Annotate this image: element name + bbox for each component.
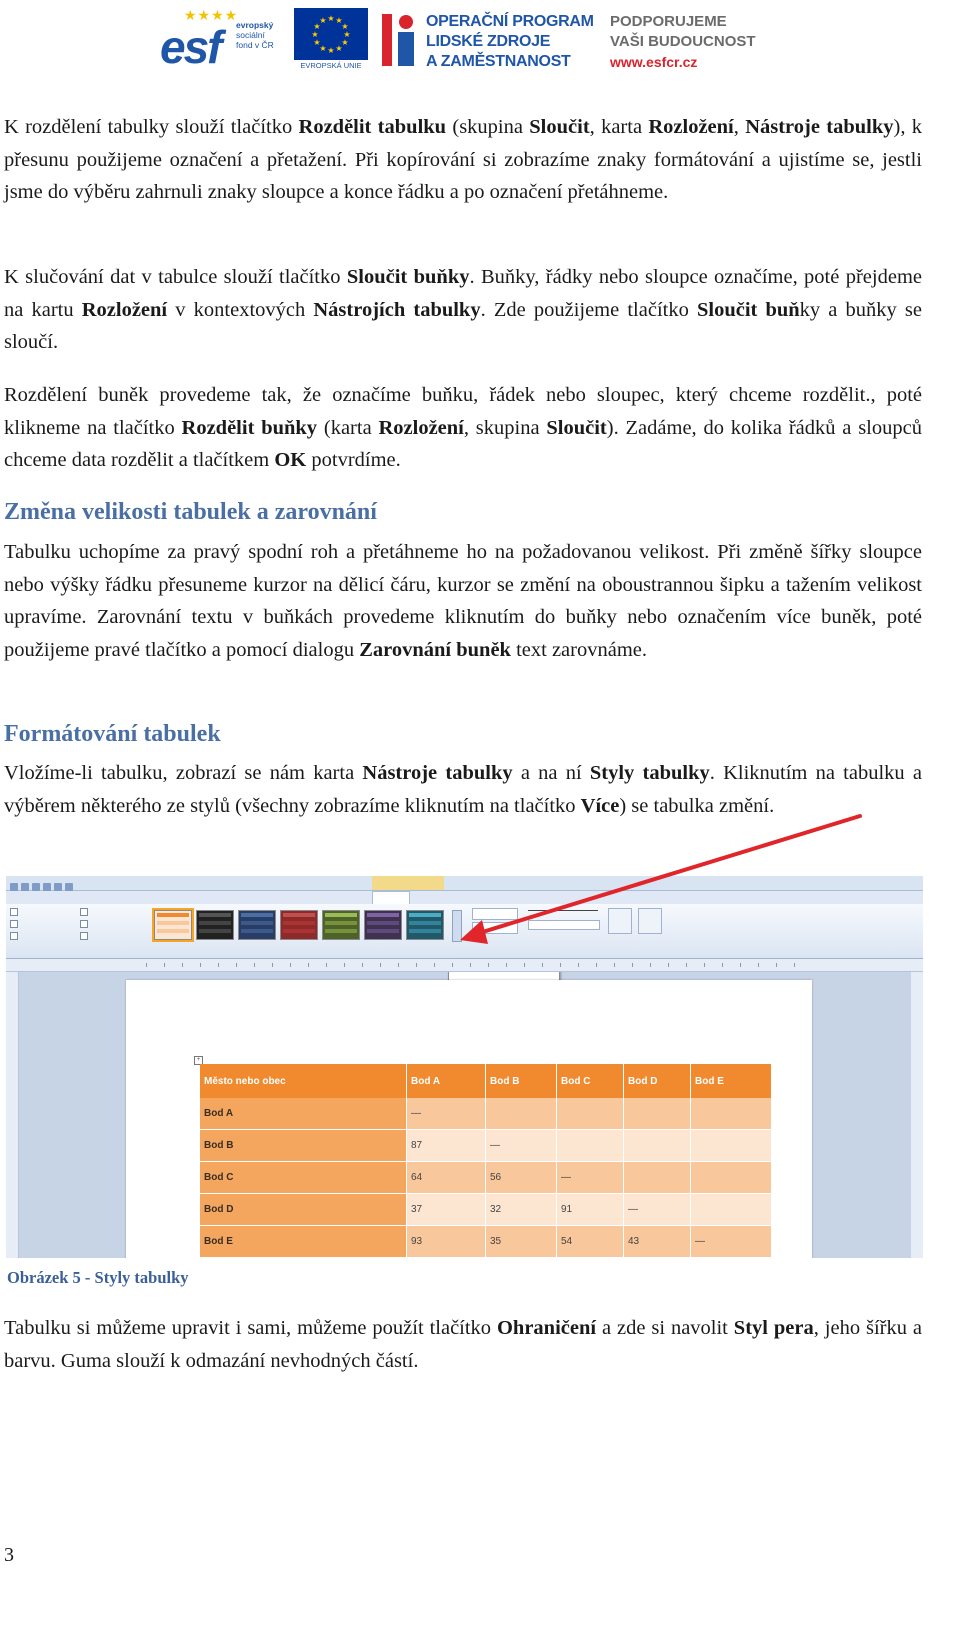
ruler-tick (218, 963, 219, 967)
bold-term: Sloučit buň (696, 298, 800, 321)
svg-text:★: ★ (335, 44, 343, 53)
table-move-handle-icon[interactable]: + (194, 1056, 203, 1065)
ruler-tick (704, 963, 705, 967)
table-cell: 32 (486, 1194, 557, 1226)
bold-term: Sloučit (546, 416, 607, 439)
ruler-tick (632, 963, 633, 967)
checkbox-icon (10, 920, 20, 930)
ruler-tick (578, 963, 579, 967)
eu-logo (294, 8, 368, 70)
op-logo (378, 8, 598, 72)
table-style-swatch (364, 910, 402, 940)
bold-term: Zarovnání buněk (359, 638, 511, 661)
ruler-tick (668, 963, 669, 967)
ruler-tick (398, 963, 399, 967)
text: a na ní (512, 762, 590, 784)
ruler-tick (200, 963, 201, 967)
checkbox-icon (10, 932, 20, 942)
text: . Zde použijeme tlačítko (480, 298, 697, 321)
ruler-tick (560, 963, 561, 967)
text: text zarovnáme. (510, 638, 647, 661)
eu-caption: EVROPSKÁ UNIE (300, 61, 362, 70)
ruler-tick (542, 963, 543, 967)
bold-term: OK (274, 449, 307, 471)
table-row (200, 1130, 772, 1162)
bold-term: Styly tabulky (589, 762, 710, 784)
ruler-tick (236, 963, 237, 967)
ruler-tick (452, 963, 453, 967)
svg-text:★: ★ (327, 46, 335, 55)
text: K slučování dat v tabulce slouží tlačítko (4, 266, 347, 288)
bold-term: Ohraničení (496, 1317, 597, 1339)
ruler-tick (146, 963, 147, 967)
table-row (200, 1098, 772, 1130)
text: Tabulku uchopíme za pravý spodní roh a přetáhneme ho na požadovanou velikost. Při změně šířky sloupce nebo výšky řádku přesuneme kurzor na dělicí čáru, kurzor se změní na oboustrannou šipku a tažením velikost upravíme. Zarovnání textu v buňkách provedeme kliknutím do buňky nebo označením více buněk, poté použijeme pravé tlačítko a pomocí dialogu (4, 541, 922, 661)
esf-line-1: evropský (236, 20, 274, 30)
heading-resize-align: Změna velikosti tabulek a zarovnání (4, 499, 377, 525)
ruler-tick (794, 963, 795, 967)
checkbox-icon (80, 920, 90, 930)
text: . Buňky, řádky nebo sloupce označíme, poté přejdeme na kartu (4, 266, 922, 321)
bold-term: Rozdělit buňky (181, 416, 318, 439)
table-style-swatch (406, 910, 444, 940)
bold-term: Nástrojích tabulky (313, 298, 481, 321)
esf-line-2: sociální (236, 30, 265, 40)
ruler-tick (686, 963, 687, 967)
ruler-tick (776, 963, 777, 967)
ruler-tick (740, 963, 741, 967)
support-url: www.esfcr.cz (610, 54, 698, 70)
text: Vložíme-li tabulku, zobrazí se nám karta (4, 762, 363, 784)
text: potvrdíme. (306, 449, 401, 471)
table-cell (557, 1098, 624, 1130)
text: , (733, 116, 746, 138)
vertical-ruler (6, 972, 19, 1258)
esf-logo (160, 6, 290, 72)
table-cell (624, 1130, 691, 1162)
svg-text:★: ★ (341, 38, 349, 47)
text: ) se tabulka změní. (619, 794, 775, 817)
text: ). Zadáme, do kolika řádků a sloupců chceme data rozdělit a tlačítkem (4, 416, 922, 471)
table-cell: Bod A (200, 1098, 407, 1130)
paragraph-split-cells (4, 379, 922, 477)
ruler-tick (614, 963, 615, 967)
ruler-tick (362, 963, 363, 967)
bold-term: Rozložení (648, 116, 734, 138)
quick-access-toolbar (10, 878, 90, 888)
ruler-tick (596, 963, 597, 967)
table-style-swatch (280, 910, 318, 940)
table-header-row (200, 1064, 772, 1098)
word-screenshot-figure (6, 876, 923, 1258)
table-cell: — (557, 1162, 624, 1194)
ruler-tick (254, 963, 255, 967)
paragraph-borders (4, 1312, 922, 1377)
table-cell (624, 1098, 691, 1130)
text: (karta (317, 416, 379, 439)
document-page (126, 980, 812, 1258)
ruler-tick (290, 963, 291, 967)
op-figure-icon (378, 8, 420, 72)
ribbon-tab-active (372, 891, 410, 905)
bold-term: Nástroje tabulky (745, 116, 894, 138)
table-header-cell: Bod E (691, 1064, 772, 1098)
support-logo (610, 12, 756, 72)
styled-table (200, 1064, 772, 1258)
op-line-1: OPERAČNÍ PROGRAM (426, 13, 594, 30)
esf-line-3: fond v ČR (236, 40, 274, 50)
op-logo-text (426, 12, 594, 72)
bold-term: Sloučit (529, 116, 590, 138)
table-row (200, 1162, 772, 1194)
table-cell (691, 1098, 772, 1130)
svg-text:★: ★ (313, 38, 321, 47)
text: Rozdělení buněk provedeme tak, že označíme buňku, řádek nebo sloupec, který chceme rozdělit., poté klikneme na tlačítko (4, 384, 922, 439)
ruler-tick (326, 963, 327, 967)
bold-term: Více (580, 794, 620, 817)
table-cell: 93 (407, 1226, 486, 1258)
table-cell (624, 1162, 691, 1194)
table-cell: Bod C (200, 1162, 407, 1194)
table-cell: — (691, 1226, 772, 1258)
table-cell (691, 1194, 772, 1226)
ruler-tick (488, 963, 489, 967)
text: ky a buňky se sloučí. (4, 298, 922, 353)
table-cell: — (624, 1194, 691, 1226)
checkbox-icon (10, 908, 20, 918)
ruler-tick (182, 963, 183, 967)
text: . Kliknutím na tabulku a výběrem některého ze stylů (všechny zobrazíme kliknutím na tlačítko (4, 762, 922, 817)
table-header-cell: Bod D (624, 1064, 691, 1098)
context-tab-highlight (372, 876, 444, 890)
svg-text:★: ★ (319, 44, 327, 53)
text: v kontextových (167, 298, 314, 321)
window-titlebar (6, 876, 923, 891)
ruler-tick (524, 963, 525, 967)
ribbon-tabs (6, 891, 923, 904)
table-cell: — (407, 1098, 486, 1130)
esf-stars-icon: ★★★★ (184, 8, 239, 24)
table-style-swatch (238, 910, 276, 940)
svg-text:★: ★ (327, 14, 335, 23)
figure-caption: Obrázek 5 - Styly tabulky (7, 1268, 189, 1287)
ribbon-design (6, 904, 923, 959)
ruler-tick (506, 963, 507, 967)
table-cell: 64 (407, 1162, 486, 1194)
table-cell (486, 1098, 557, 1130)
ruler-tick (344, 963, 345, 967)
text: , jeho šířku a barvu. Guma slouží k odmazání nevhodných částí. (4, 1317, 922, 1372)
paragraph-merge-cells (4, 261, 922, 359)
bold-term: Styl pera (733, 1317, 814, 1339)
table-cell: Bod E (200, 1226, 407, 1258)
text: ), k přesunu použijeme označení a přetažení. Při kopírování si zobrazíme znaky formátování a ujistíme se, jestli jsme do výběru zahrnuli znaky sloupce a konce řádku a po označení přetáhneme. (4, 116, 923, 203)
table-row (200, 1194, 772, 1226)
table-cell: 43 (624, 1226, 691, 1258)
heading-format-tables: Formátování tabulek (4, 721, 221, 747)
table-cell (557, 1130, 624, 1162)
table-cell: 35 (486, 1226, 557, 1258)
bold-term: Sloučit buňky (346, 266, 470, 288)
checkbox-icon (80, 908, 90, 918)
table-cell: — (486, 1130, 557, 1162)
ruler-tick (164, 963, 165, 967)
table-cell: 87 (407, 1130, 486, 1162)
eu-flag-icon (294, 8, 368, 60)
op-line-2: LIDSKÉ ZDROJE (426, 33, 551, 50)
svg-text:★: ★ (311, 30, 319, 39)
op-line-3: A ZAMĚSTNANOST (426, 53, 571, 70)
table-style-swatch (154, 910, 192, 940)
vertical-scrollbar[interactable] (911, 972, 923, 1258)
table-cell: 54 (557, 1226, 624, 1258)
page-number: 3 (4, 1544, 14, 1566)
ruler-tick (434, 963, 435, 967)
table-style-swatch (196, 910, 234, 940)
table-cell: Bod D (200, 1194, 407, 1226)
paragraph-format-tables (4, 757, 922, 822)
paragraph-split-table (4, 111, 922, 209)
table-cell: Bod B (200, 1130, 407, 1162)
table-cell (691, 1130, 772, 1162)
table-cell: 91 (557, 1194, 624, 1226)
bold-term: Rozložení (81, 298, 168, 321)
table-cell (691, 1162, 772, 1194)
table-header-cell: Bod C (557, 1064, 624, 1098)
text: (skupina (446, 116, 530, 138)
more-styles-button[interactable] (452, 910, 462, 942)
support-line-1: PODPORUJEME (610, 13, 727, 30)
svg-text:★: ★ (335, 16, 343, 25)
text: K rozdělení tabulky slouží tlačítko (4, 116, 299, 138)
text: Tabulku si můžeme upravit i sami, můžeme použít tlačítko (4, 1317, 497, 1339)
table-header-cell: Bod B (486, 1064, 557, 1098)
table-header-cell: Město nebo obec (200, 1064, 407, 1098)
table-cell: 37 (407, 1194, 486, 1226)
support-line-2: VAŠI BUDOUCNOST (610, 33, 756, 50)
ruler-tick (758, 963, 759, 967)
svg-text:★: ★ (341, 22, 349, 31)
svg-text:★: ★ (313, 22, 321, 31)
esf-logo-word: esf (160, 21, 221, 73)
text: a zde si navolit (596, 1317, 734, 1339)
table-style-swatch (322, 910, 360, 940)
svg-text:★: ★ (319, 16, 327, 25)
horizontal-ruler (6, 959, 923, 972)
text: , skupina (463, 416, 547, 439)
ruler-tick (470, 963, 471, 967)
ruler-tick (272, 963, 273, 967)
paragraph-resize-align (4, 536, 922, 666)
svg-text:★: ★ (343, 30, 351, 39)
table-styles-gallery (154, 910, 454, 946)
ruler-tick (722, 963, 723, 967)
header-logos (160, 4, 800, 74)
bold-term: Rozložení (378, 416, 464, 439)
table-row (200, 1226, 772, 1258)
checkbox-icon (80, 932, 90, 942)
table-cell: 56 (486, 1162, 557, 1194)
ruler-tick (650, 963, 651, 967)
bold-term: Nástroje tabulky (362, 762, 513, 784)
ruler-tick (416, 963, 417, 967)
text: , karta (589, 116, 649, 138)
ruler-tick (308, 963, 309, 967)
table-header-cell: Bod A (407, 1064, 486, 1098)
esf-logo-subtitle (236, 20, 296, 50)
bold-term: Rozdělit tabulku (298, 116, 447, 138)
ruler-tick (380, 963, 381, 967)
